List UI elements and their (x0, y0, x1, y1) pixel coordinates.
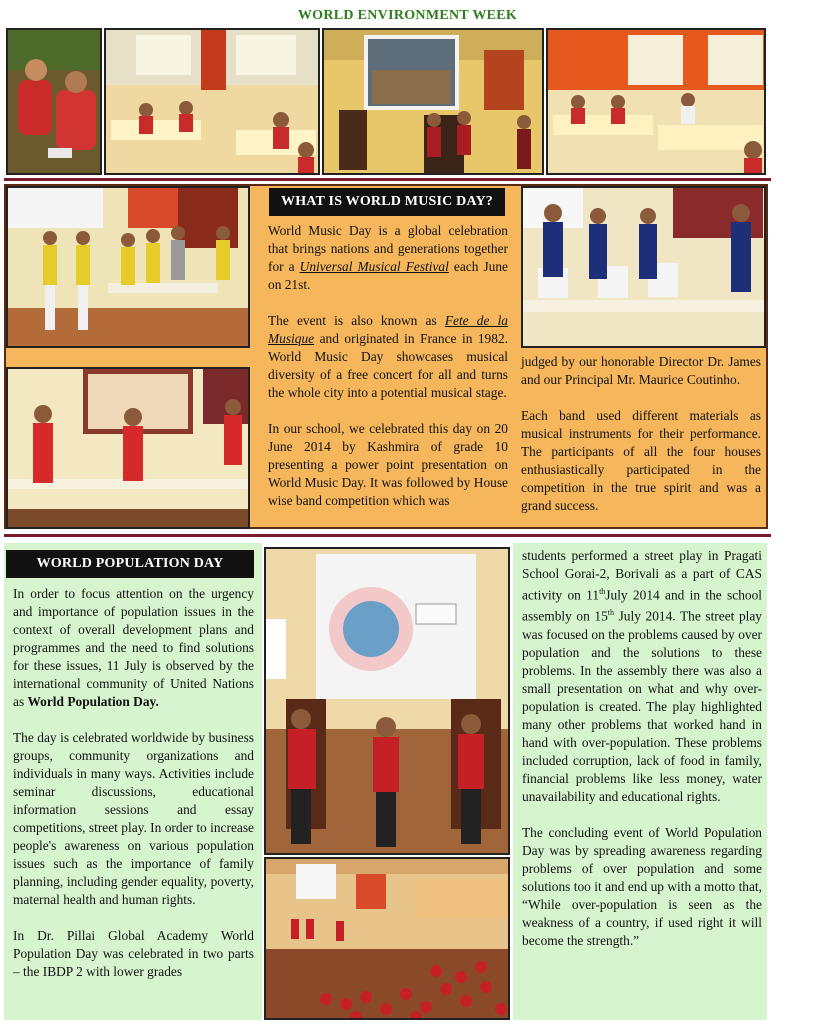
music-paragraph-4: judged by our honorable Director Dr. James and our Principal Mr. Maurice Coutinho. (521, 354, 761, 387)
population-paragraph-5: The concluding event of World Population Day was by spreading awareness regarding problems of over population and some solutions too it and end up with a motto that, “While over-population is seen as the weakness of a country, if used right it will become the strength.” (522, 824, 762, 948)
music-paragraph-1: World Music Day is a global celebration that brings nations and generations together for a Universal Musical Festival each June on 21st. (268, 223, 508, 292)
music-day-text-right (521, 353, 761, 515)
music-paragraph-2: The event is also known as Fete de la Musique and originated in France in 1982. World Music Day showcases musical diversity of a free concert for all and turns the whole city into a potential musical stage. (268, 313, 508, 400)
universal-festival-link[interactable]: Universal Musical Festival (299, 259, 449, 274)
population-day-heading: WORLD POPULATION DAY (6, 550, 254, 578)
photo-presentation (322, 28, 544, 175)
section-divider-top (4, 178, 771, 181)
photo-classroom-1 (104, 28, 320, 175)
music-day-heading: WHAT IS WORLD MUSIC DAY? (269, 188, 505, 216)
photo-planting (6, 28, 102, 175)
photo-classroom-2 (546, 28, 766, 175)
population-paragraph-1: In order to focus attention on the urgency and importance of population issues in the context of overall development plans and programmes and the need to find solutions for these issues, 11 July is observed by the international community of United Nations as World Population Day. (13, 586, 254, 709)
fete-de-la-musique-link[interactable]: Fete de la Musique (268, 313, 508, 346)
population-paragraph-4: students performed a street play in Pragati School Gorai-2, Borivali as a part of CAS activity on 11thJuly 2014 and in the school assembly on 15th July 2014. The street play was focused on the problems caused by over population and the solutions to these problems. In the assembly there was also a small presentation on what and why over-population is created. The play highlighted many other problems that worked hand in hand with over-population. These problems included corruption, lack of food in family, financial problems like less money, water unavailability and educational rights. (522, 548, 762, 804)
photo-assembly-hall (264, 857, 510, 1020)
music-day-text-left (268, 222, 508, 510)
population-text-right (522, 547, 762, 950)
population-text-left (13, 585, 254, 981)
photo-band-red (6, 367, 250, 529)
photo-assembly-stage (264, 547, 510, 855)
photo-band-students (6, 186, 250, 348)
music-paragraph-3: In our school, we celebrated this day on 20 June 2014 by Kashmira of grade 10 presenting a power point presentation on World Music Day. It was followed by House wise band competition which was (268, 421, 508, 508)
population-paragraph-2: The day is celebrated worldwide by business groups, community organizations and individuals in many ways. Activities include seminar discussions, educational information sessions and essay competitions, street play. In order to increase people's awareness on various population issues such as the importance of family planning, including gender equality, poverty, maternal health and human rights. (13, 730, 254, 907)
page-title: WORLD ENVIRONMENT WEEK (297, 8, 518, 23)
photo-band-blue (521, 186, 766, 348)
population-paragraph-3: In Dr. Pillai Global Academy World Population Day was celebrated in two parts – the IBDP 2 with lower grades (13, 928, 254, 979)
section-divider-bottom (4, 534, 771, 537)
music-paragraph-5: Each band used different materials as musical instruments for their performance. The participants of all the four houses enthusiastically participated in the competition in the true spirit and was a grand success. (521, 408, 761, 513)
